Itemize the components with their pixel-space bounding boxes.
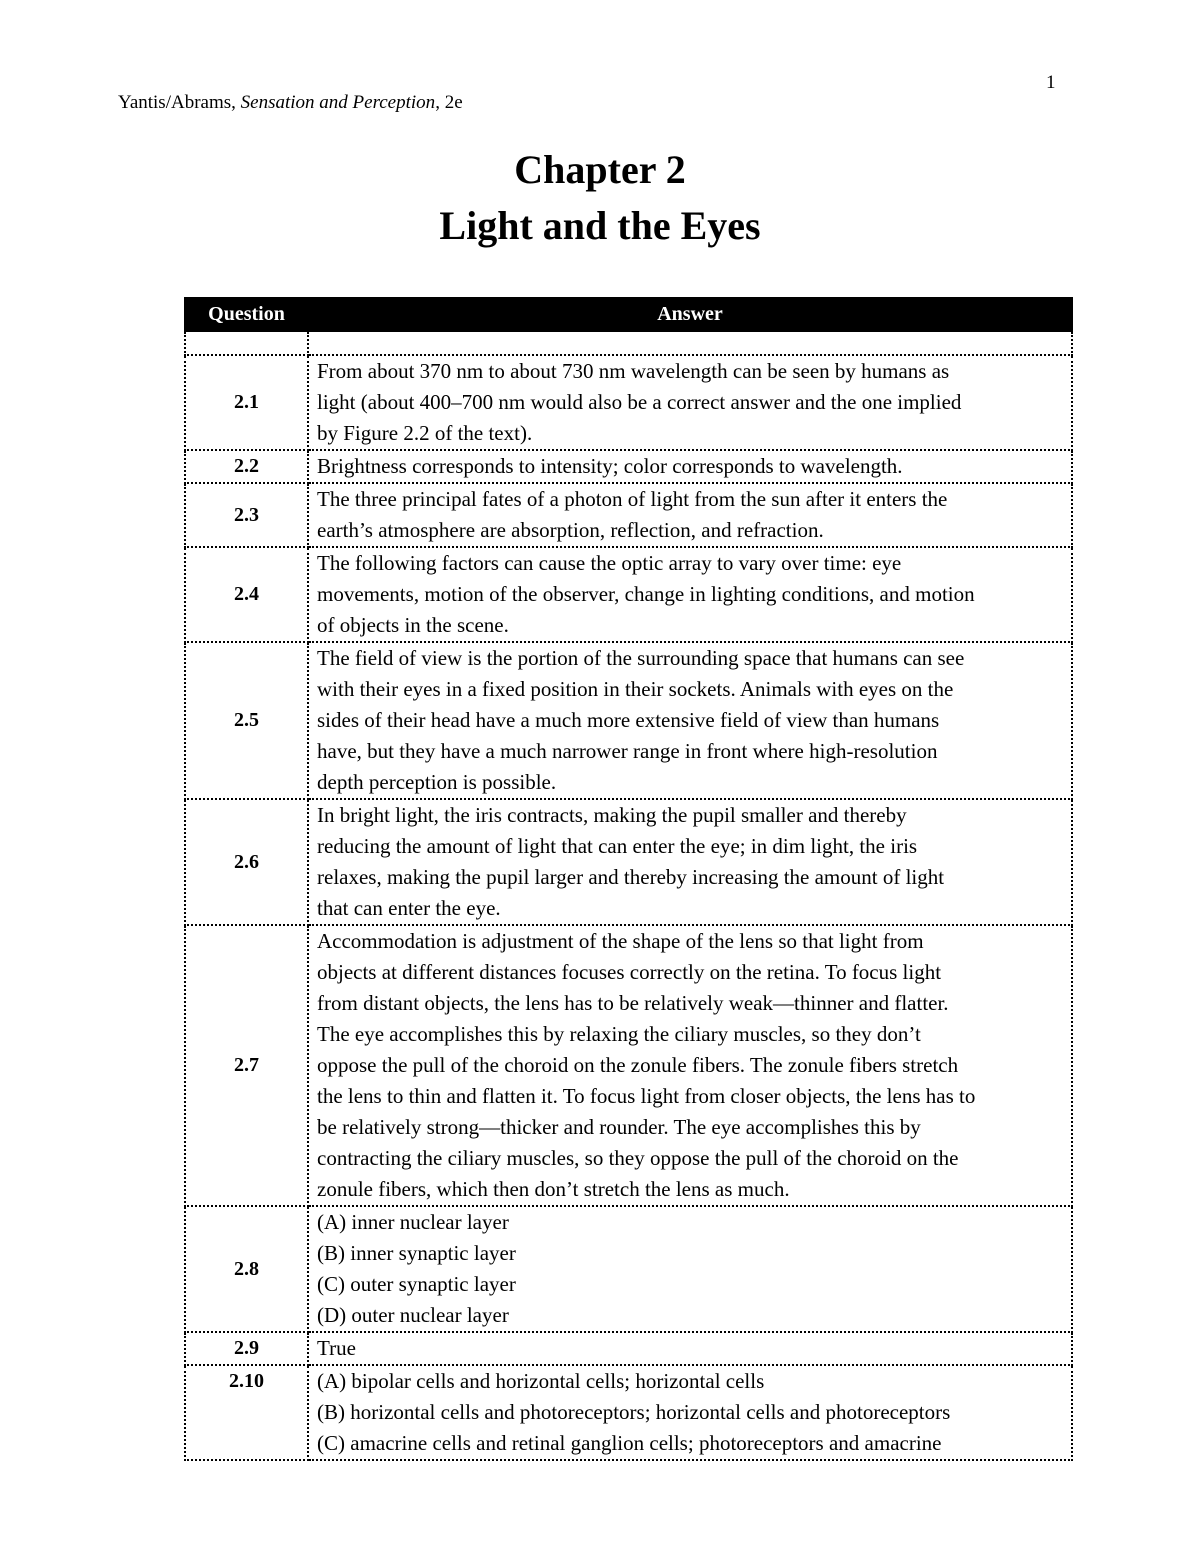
- answer-line: have, but they have a much narrower range in front where high-resolution: [317, 739, 938, 763]
- blank-question-cell: [185, 331, 308, 355]
- answer-line: sides of their head have a much more extensive field of view than humans: [317, 708, 940, 732]
- answer-line: In bright light, the iris contracts, making the pupil smaller and thereby: [317, 803, 907, 827]
- running-header: [118, 92, 463, 114]
- answer-line: light (about 400–700 nm would also be a correct answer and the one implied: [317, 390, 962, 414]
- header-authors: Yantis/Abrams,: [118, 92, 241, 113]
- page-number: 1: [1046, 72, 1056, 93]
- chapter-title: Light and the Eyes: [439, 203, 761, 248]
- answer-line: The three principal fates of a photon of light from the sun after it enters the: [317, 487, 948, 511]
- answer-line: (A) bipolar cells and horizontal cells; horizontal cells: [317, 1369, 765, 1393]
- answer-line: from distant objects, the lens has to be relatively weak—thinner and flatter.: [317, 991, 949, 1015]
- table-row: [185, 483, 1072, 547]
- table-row: [185, 355, 1072, 450]
- question-number-cell: 2.7: [185, 925, 308, 1206]
- table-row: [185, 642, 1072, 799]
- table-row: [185, 450, 1072, 483]
- question-number-cell: 2.6: [185, 799, 308, 925]
- answer-line: zonule fibers, which then don’t stretch the lens as much.: [317, 1177, 790, 1201]
- table-body: [185, 331, 1072, 1460]
- table-row: [185, 1332, 1072, 1365]
- answer-line: earth’s atmosphere are absorption, reflection, and refraction.: [317, 518, 824, 542]
- answer-line: (D) outer nuclear layer: [317, 1303, 509, 1327]
- answer-line: oppose the pull of the choroid on the zonule fibers. The zonule fibers stretch: [317, 1053, 959, 1077]
- answer-cell: [308, 1365, 1072, 1460]
- question-number-cell: 2.5: [185, 642, 308, 799]
- answer-line: The eye accomplishes this by relaxing the ciliary muscles, so they don’t: [317, 1022, 921, 1046]
- answer-cell: [308, 642, 1072, 799]
- answer-line: The field of view is the portion of the surrounding space that humans can see: [317, 646, 965, 670]
- answer-line: reducing the amount of light that can enter the eye; in dim light, the iris: [317, 834, 918, 858]
- answer-line: (A) inner nuclear layer: [317, 1210, 509, 1234]
- answer-line: by Figure 2.2 of the text).: [317, 421, 533, 445]
- answer-line: (C) outer synaptic layer: [317, 1272, 516, 1296]
- table-header-row: [185, 298, 1072, 331]
- question-number-cell: 2.2: [185, 450, 308, 483]
- question-number-cell: 2.8: [185, 1206, 308, 1332]
- header-book-title: Sensation and Perception: [240, 92, 436, 113]
- question-column-header: Question: [185, 298, 308, 331]
- header-edition: , 2e: [435, 92, 463, 113]
- chapter-number: Chapter 2: [514, 147, 686, 192]
- answer-line: True: [317, 1336, 356, 1360]
- answer-cell: [308, 1206, 1072, 1332]
- answer-line: (B) horizontal cells and photoreceptors; horizontal cells and photoreceptors: [317, 1400, 951, 1424]
- question-number-cell: 2.3: [185, 483, 308, 547]
- question-answer-table: [184, 297, 1073, 1461]
- table-row: [185, 925, 1072, 1206]
- answer-line: depth perception is possible.: [317, 770, 557, 794]
- answer-line: with their eyes in a fixed position in their sockets. Animals with eyes on the: [317, 677, 954, 701]
- blank-answer-cell: [308, 331, 1072, 355]
- answer-line: contracting the ciliary muscles, so they oppose the pull of the choroid on the: [317, 1146, 959, 1170]
- answer-cell: [308, 799, 1072, 925]
- answer-line: objects at different distances focuses correctly on the retina. To focus light: [317, 960, 942, 984]
- table-row: [185, 799, 1072, 925]
- question-number-cell: 2.10: [185, 1365, 308, 1460]
- question-number-cell: 2.1: [185, 355, 308, 450]
- answer-line: Brightness corresponds to intensity; color corresponds to wavelength.: [317, 454, 903, 478]
- table-row: [185, 547, 1072, 642]
- answer-line: that can enter the eye.: [317, 896, 501, 920]
- answer-cell: [308, 547, 1072, 642]
- blank-row: [185, 331, 1072, 355]
- answer-line: (C) amacrine cells and retinal ganglion cells; photoreceptors and amacrine: [317, 1431, 942, 1455]
- answer-cell: [308, 925, 1072, 1206]
- answer-line: Accommodation is adjustment of the shape of the lens so that light from: [317, 929, 924, 953]
- table-row: [185, 1206, 1072, 1332]
- answer-line: The following factors can cause the optic array to vary over time: eye: [317, 551, 902, 575]
- answer-line: From about 370 nm to about 730 nm wavelength can be seen by humans as: [317, 359, 950, 383]
- answer-cell: [308, 1332, 1072, 1365]
- answer-cell: [308, 355, 1072, 450]
- question-number-cell: 2.9: [185, 1332, 308, 1365]
- answer-column-header: Answer: [308, 298, 1072, 331]
- chapter-title-block: [0, 142, 1200, 254]
- answer-line: movements, motion of the observer, change in lighting conditions, and motion: [317, 582, 975, 606]
- table-row: [185, 1365, 1072, 1460]
- answer-cell: [308, 450, 1072, 483]
- answer-line: be relatively strong—thicker and rounder. The eye accomplishes this by: [317, 1115, 921, 1139]
- answer-line: the lens to thin and flatten it. To focus light from closer objects, the lens has to: [317, 1084, 976, 1108]
- question-number-cell: 2.4: [185, 547, 308, 642]
- answer-line: of objects in the scene.: [317, 613, 509, 637]
- answer-line: relaxes, making the pupil larger and thereby increasing the amount of light: [317, 865, 945, 889]
- answer-line: (B) inner synaptic layer: [317, 1241, 516, 1265]
- answer-cell: [308, 483, 1072, 547]
